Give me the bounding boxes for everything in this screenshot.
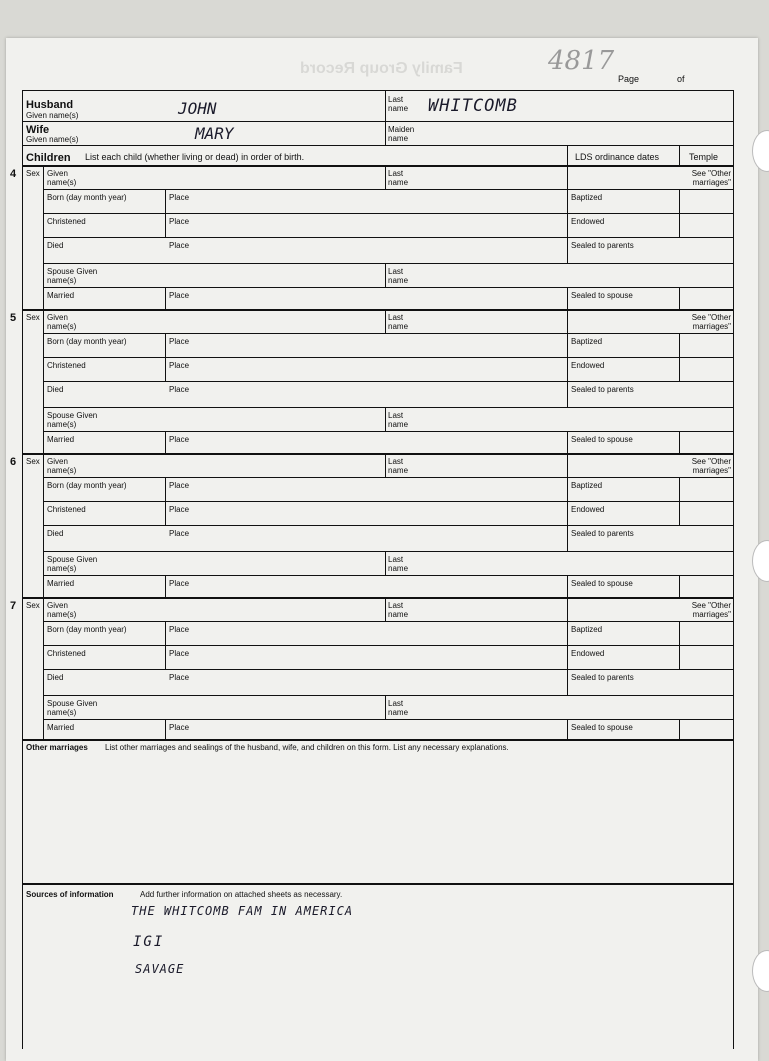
divider <box>385 453 386 477</box>
divider <box>43 645 733 646</box>
divider <box>679 431 680 453</box>
divider <box>567 453 568 551</box>
married-label: Married <box>47 435 75 444</box>
other-marriages-instruction: List other marriages and sealings of the husband, wife, and children on this form. List any necessary explanations. <box>105 743 509 752</box>
family-group-form <box>10 90 734 884</box>
husband-given-label: Given name(s) <box>26 111 79 120</box>
endowed-label: Endowed <box>571 217 605 226</box>
other-marriages-ref: See "Other marriages" <box>691 601 731 619</box>
last-label: Last name <box>388 313 409 331</box>
baptized-label: Baptized <box>571 337 603 346</box>
died-label: Died <box>47 385 64 394</box>
sealed-spouse-label: Sealed to spouse <box>571 435 633 444</box>
divider <box>567 719 568 741</box>
of-label: of <box>677 74 685 84</box>
wife-label: Wife <box>26 124 50 136</box>
page-label: Page <box>618 74 640 84</box>
married-label: Married <box>47 291 75 300</box>
source-entry[interactable]: THE WHITCOMB FAM IN AMERICA <box>131 904 354 918</box>
spouse-last-label: Last name <box>388 699 409 717</box>
divider <box>385 263 386 287</box>
divider <box>385 407 386 431</box>
divider <box>567 287 568 309</box>
place-label: Place <box>169 579 190 588</box>
source-entry[interactable]: IGI <box>133 934 165 950</box>
divider <box>43 287 733 288</box>
place-label: Place <box>169 505 190 514</box>
divider <box>567 145 568 165</box>
divider <box>567 597 568 695</box>
born-label: Born (day month year) <box>47 337 127 346</box>
place-label: Place <box>169 337 190 346</box>
last-label: Last name <box>388 169 409 187</box>
child-number: 7 <box>10 600 17 612</box>
divider <box>43 621 733 622</box>
divider <box>23 145 733 146</box>
divider <box>385 597 386 621</box>
sealed-spouse-label: Sealed to spouse <box>571 291 633 300</box>
place-label: Place <box>169 625 190 634</box>
divider <box>679 333 680 381</box>
divider <box>23 597 733 599</box>
divider <box>165 189 166 237</box>
endowed-label: Endowed <box>571 649 605 658</box>
divider <box>43 407 733 408</box>
sources-label: Sources of information <box>26 890 114 899</box>
sex-label: Sex <box>26 457 40 466</box>
died-label: Died <box>47 673 64 682</box>
divider <box>165 333 166 381</box>
divider <box>23 309 733 311</box>
spouse-label: Spouse Given name(s) <box>47 555 98 573</box>
divider <box>165 621 166 669</box>
baptized-label: Baptized <box>571 625 603 634</box>
divider <box>385 551 386 575</box>
temple-label: Temple <box>689 152 719 162</box>
sealed-parents-label: Sealed to parents <box>571 385 634 394</box>
divider <box>23 739 733 741</box>
divider <box>679 145 680 165</box>
divider <box>43 525 733 526</box>
spouse-last-label: Last name <box>388 267 409 285</box>
given-label: Given name(s) <box>47 169 77 187</box>
spouse-label: Spouse Given name(s) <box>47 411 98 429</box>
divider <box>165 477 166 525</box>
divider <box>23 453 733 455</box>
divider <box>43 189 44 309</box>
children-label: Children <box>26 152 71 164</box>
husband-last-value[interactable]: WHITCOMB <box>428 96 518 116</box>
divider <box>43 333 733 334</box>
divider <box>385 165 386 189</box>
divider <box>43 165 44 189</box>
husband-last-label: Last name <box>388 95 409 113</box>
divider <box>43 263 733 264</box>
divider <box>23 165 733 167</box>
spouse-label: Spouse Given name(s) <box>47 699 98 717</box>
sealed-parents-label: Sealed to parents <box>571 673 634 682</box>
sealed-spouse-label: Sealed to spouse <box>571 579 633 588</box>
divider <box>679 189 680 237</box>
other-marriages-ref: See "Other marriages" <box>691 457 731 475</box>
other-marriages-label: Other marriages <box>26 743 88 752</box>
divider <box>385 91 386 121</box>
divider <box>567 309 568 407</box>
endowed-label: Endowed <box>571 505 605 514</box>
other-marriages-ref: See "Other marriages" <box>691 169 731 187</box>
child-number: 6 <box>10 456 17 468</box>
place-label: Place <box>169 217 190 226</box>
divider <box>567 575 568 597</box>
married-label: Married <box>47 579 75 588</box>
married-label: Married <box>47 723 75 732</box>
wife-given-label: Given name(s) <box>26 135 79 144</box>
christened-label: Christened <box>47 505 86 514</box>
place-label: Place <box>169 649 190 658</box>
given-label: Given name(s) <box>47 457 77 475</box>
divider <box>43 501 733 502</box>
other-marriages-ref: See "Other marriages" <box>691 313 731 331</box>
place-label: Place <box>169 435 190 444</box>
divider <box>43 453 44 477</box>
divider <box>567 165 568 263</box>
divider <box>567 431 568 453</box>
place-label: Place <box>169 241 190 250</box>
divider <box>43 575 733 576</box>
divider <box>43 357 733 358</box>
divider <box>43 719 733 720</box>
sealed-parents-label: Sealed to parents <box>571 529 634 538</box>
divider <box>43 189 733 190</box>
divider <box>43 621 44 741</box>
sources-section <box>22 884 734 1049</box>
place-label: Place <box>169 385 190 394</box>
wife-maiden-label: Maiden name <box>388 125 415 143</box>
divider <box>165 431 166 453</box>
baptized-label: Baptized <box>571 481 603 490</box>
last-label: Last name <box>388 601 409 619</box>
divider <box>165 575 166 597</box>
divider <box>43 213 733 214</box>
place-label: Place <box>169 361 190 370</box>
divider <box>385 695 386 719</box>
wife-given-value[interactable]: MARY <box>195 124 234 143</box>
died-label: Died <box>47 529 64 538</box>
husband-label: Husband <box>26 99 74 111</box>
divider <box>679 621 680 669</box>
baptized-label: Baptized <box>571 193 603 202</box>
place-label: Place <box>169 723 190 732</box>
born-label: Born (day month year) <box>47 481 127 490</box>
sources-instruction: Add further information on attached sheets as necessary. <box>140 890 343 899</box>
place-label: Place <box>169 529 190 538</box>
sex-label: Sex <box>26 601 40 610</box>
last-label: Last name <box>388 457 409 475</box>
endowed-label: Endowed <box>571 361 605 370</box>
divider <box>385 121 386 145</box>
divider <box>165 719 166 741</box>
divider <box>43 551 733 552</box>
christened-label: Christened <box>47 217 86 226</box>
divider <box>23 121 733 122</box>
pencil-mark: 4817 <box>548 46 615 76</box>
divider <box>43 431 733 432</box>
born-label: Born (day month year) <box>47 193 127 202</box>
sex-label: Sex <box>26 313 40 322</box>
sealed-parents-label: Sealed to parents <box>571 241 634 250</box>
place-label: Place <box>169 673 190 682</box>
born-label: Born (day month year) <box>47 625 127 634</box>
spouse-last-label: Last name <box>388 555 409 573</box>
given-label: Given name(s) <box>47 313 77 331</box>
divider <box>43 669 733 670</box>
spouse-last-label: Last name <box>388 411 409 429</box>
child-number: 4 <box>10 168 17 180</box>
divider <box>679 287 680 309</box>
place-label: Place <box>169 193 190 202</box>
sealed-spouse-label: Sealed to spouse <box>571 723 633 732</box>
husband-given-value[interactable]: JOHN <box>178 99 217 118</box>
divider <box>165 287 166 309</box>
divider <box>43 695 733 696</box>
bleed-through-title: Family Group Record <box>300 60 463 77</box>
given-label: Given name(s) <box>47 601 77 619</box>
divider <box>43 333 44 453</box>
divider <box>679 477 680 525</box>
died-label: Died <box>47 241 64 250</box>
sex-label: Sex <box>26 169 40 178</box>
divider <box>679 719 680 741</box>
source-entry[interactable]: SAVAGE <box>135 962 185 976</box>
lds-dates-label: LDS ordinance dates <box>575 152 660 162</box>
divider <box>43 237 733 238</box>
divider <box>385 309 386 333</box>
place-label: Place <box>169 291 190 300</box>
spouse-label: Spouse Given name(s) <box>47 267 98 285</box>
place-label: Place <box>169 481 190 490</box>
divider <box>43 477 733 478</box>
divider <box>679 575 680 597</box>
christened-label: Christened <box>47 649 86 658</box>
children-instruction: List each child (whether living or dead) in order of birth. <box>85 152 305 162</box>
divider <box>43 477 44 597</box>
divider <box>43 381 733 382</box>
divider <box>43 309 44 333</box>
christened-label: Christened <box>47 361 86 370</box>
child-number: 5 <box>10 312 17 324</box>
divider <box>43 597 44 621</box>
